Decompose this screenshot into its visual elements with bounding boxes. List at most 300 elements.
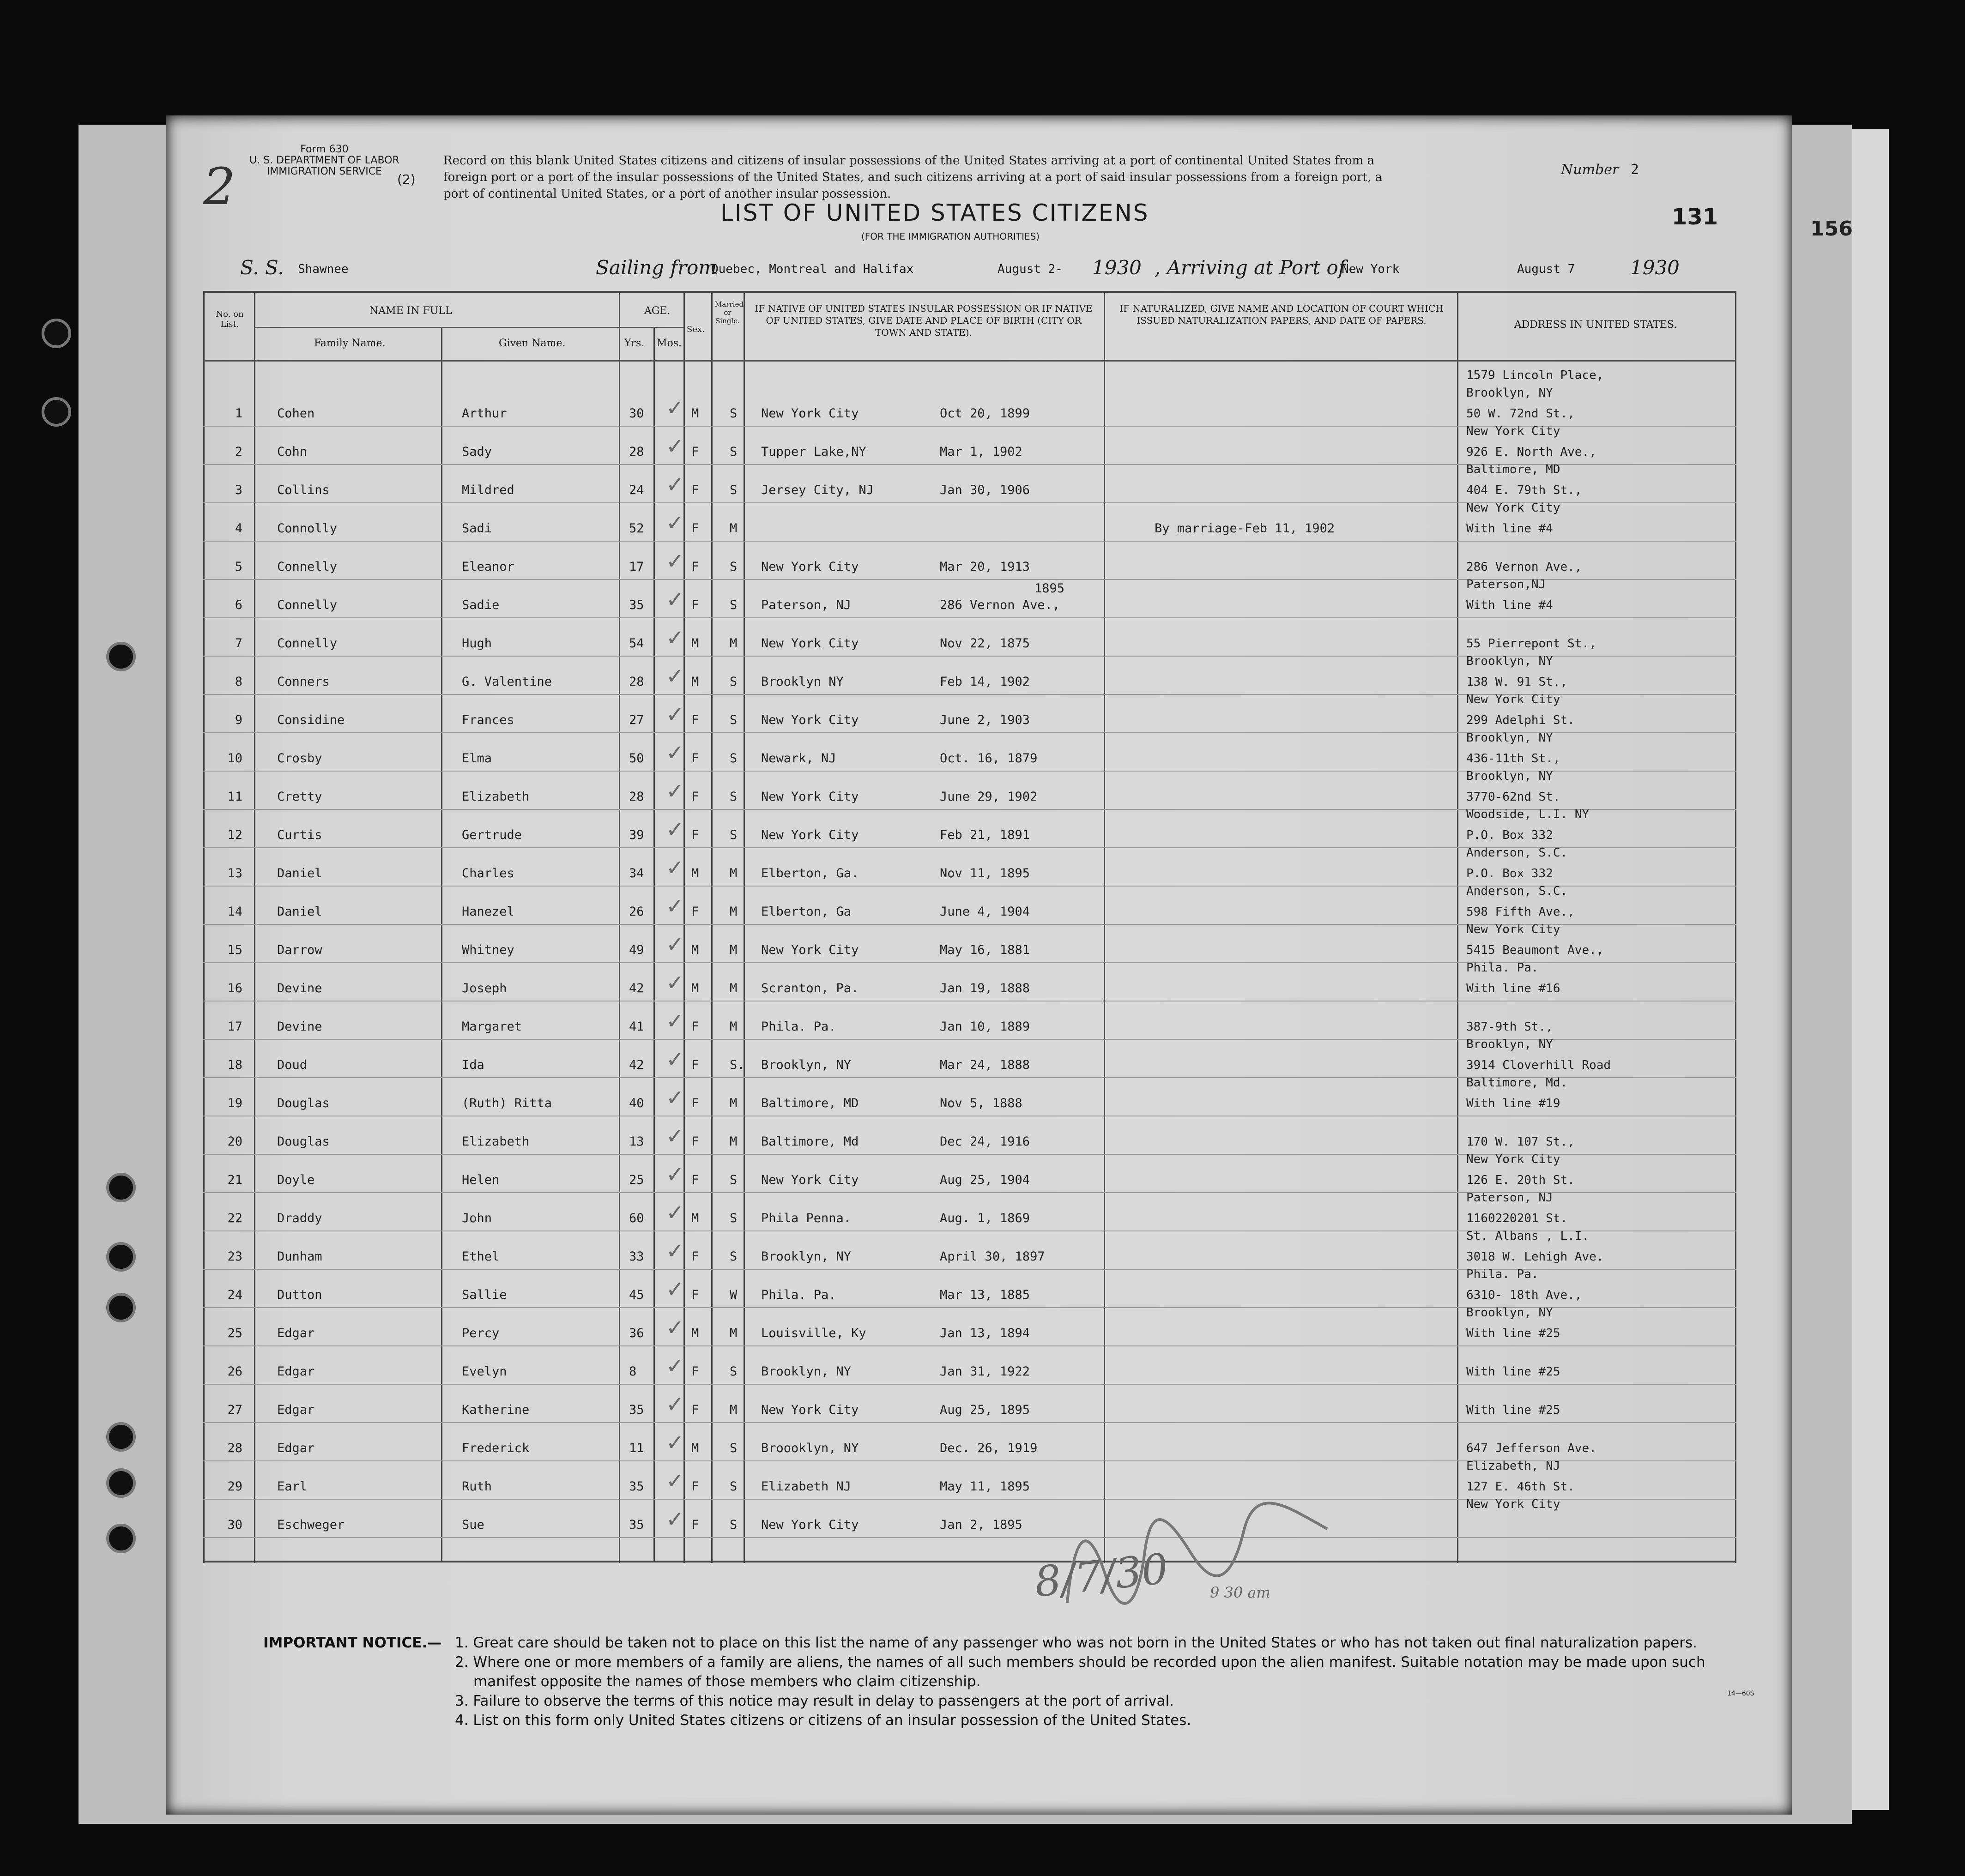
row-family: Dutton xyxy=(277,1288,322,1302)
row-date: Aug. 1, 1869 xyxy=(940,1211,1030,1225)
row-no: 8 xyxy=(235,675,242,689)
check-mark-icon: ✓ xyxy=(667,1427,683,1456)
col-line xyxy=(683,293,685,1563)
row-place: Broooklyn, NY xyxy=(761,1441,859,1455)
row-addr1: With line #25 xyxy=(1466,1365,1560,1379)
check-mark-icon: ✓ xyxy=(667,1044,683,1073)
row-addr2: Brooklyn, NY xyxy=(1466,386,1553,400)
row-place: Newark, NJ xyxy=(761,751,836,766)
notice-label: IMPORTANT NOTICE.— xyxy=(263,1635,442,1651)
row-sex: F xyxy=(691,521,699,536)
row-addr1: 5415 Beaumont Ave., xyxy=(1466,943,1604,957)
row-family: Devine xyxy=(277,981,322,995)
row-no: 6 xyxy=(235,598,242,612)
print-code: 14—60S xyxy=(1727,1690,1754,1697)
binder-hole xyxy=(106,1468,136,1498)
row-given: Sady xyxy=(462,445,492,459)
row-addr1: With line #4 xyxy=(1466,598,1553,612)
check-mark-icon: ✓ xyxy=(667,622,683,651)
row-date: Nov 11, 1895 xyxy=(940,866,1030,881)
row-family: Doyle xyxy=(277,1173,315,1187)
row-sex: F xyxy=(691,1019,699,1034)
col-header-address: ADDRESS IN UNITED STATES. xyxy=(1514,319,1677,331)
check-mark-icon: ✓ xyxy=(667,1082,683,1111)
row-addr1: 299 Adelphi St. xyxy=(1466,713,1575,727)
row-ms: S xyxy=(730,445,738,459)
row-rule xyxy=(203,617,1736,618)
col-line xyxy=(653,328,655,1561)
notice-item-3: 3. Failure to observe the terms of this notice may result in delay to passengers at the port of arrival. xyxy=(455,1693,1174,1709)
row-addr1: With line #19 xyxy=(1466,1097,1560,1110)
col-line xyxy=(744,293,745,1563)
row-sex: F xyxy=(691,598,699,612)
row-ms: S xyxy=(730,713,738,727)
row-addr2: Anderson, S.C. xyxy=(1466,884,1568,898)
row-sex: F xyxy=(691,1134,699,1149)
instructions-line: Record on this blank United States citizens and citizens of insular possessions of the United States arriving at a port of continental United States from a xyxy=(443,154,1375,168)
row-no: 5 xyxy=(235,560,242,574)
row-addr1: 3914 Cloverhill Road xyxy=(1466,1058,1611,1072)
list-subtitle: (FOR THE IMMIGRATION AUTHORITIES) xyxy=(861,231,1040,242)
arrival-port: New York xyxy=(1342,262,1400,276)
row-ms: S xyxy=(730,598,738,612)
row-age: 52 xyxy=(629,521,644,536)
row-place: Baltimore, Md xyxy=(761,1134,859,1149)
row-date: Mar 20, 1913 xyxy=(940,560,1030,574)
row-no: 12 xyxy=(227,828,242,842)
row-ms: S xyxy=(730,1211,738,1225)
row-ms: S xyxy=(730,751,738,766)
col-line xyxy=(1735,293,1736,1563)
col-header-age: AGE. xyxy=(644,305,671,317)
row-date: Aug 25, 1904 xyxy=(940,1173,1030,1187)
row-addr2: Baltimore, MD xyxy=(1466,463,1560,477)
row-place: Elizabeth NJ xyxy=(761,1479,852,1494)
row-no: 11 xyxy=(227,790,242,804)
row-no: 29 xyxy=(227,1479,242,1494)
row-place: New York City xyxy=(761,1173,859,1187)
row-sex: M xyxy=(691,866,699,881)
row-addr1: 126 E. 20th St. xyxy=(1466,1173,1575,1187)
row-addr2: Brooklyn, NY xyxy=(1466,1306,1553,1320)
row-place: New York City xyxy=(761,560,859,574)
row-addr1: 1579 Lincoln Place, xyxy=(1466,368,1604,382)
row-family: Curtis xyxy=(277,828,322,842)
row-given: Helen xyxy=(462,1173,500,1187)
row-date: Jan 2, 1895 xyxy=(940,1518,1022,1532)
row-ms: M xyxy=(730,1096,738,1110)
check-mark-icon: ✓ xyxy=(667,507,683,537)
arriving-label: , Arriving at Port of xyxy=(1155,256,1346,279)
row-addr1: 598 Fifth Ave., xyxy=(1466,905,1575,919)
row-given: Mildred xyxy=(462,483,514,497)
row-date: Jan 19, 1888 xyxy=(940,981,1030,995)
row-given: Margaret xyxy=(462,1019,522,1034)
row-nat: By marriage-Feb 11, 1902 xyxy=(1155,521,1335,536)
row-addr1: 3018 W. Lehigh Ave. xyxy=(1466,1250,1604,1264)
row-sex: F xyxy=(691,560,699,574)
row-date: June 2, 1903 xyxy=(940,713,1030,727)
row-family: Daniel xyxy=(277,866,322,881)
check-mark-icon: ✓ xyxy=(667,699,683,728)
row-place: New York City xyxy=(761,636,859,651)
row-date: Feb 21, 1891 xyxy=(940,828,1030,842)
col-header-yrs: Yrs. xyxy=(624,338,645,349)
row-sex: F xyxy=(691,483,699,497)
row-date: Nov 22, 1875 xyxy=(940,636,1030,651)
row-no: 13 xyxy=(227,866,242,881)
row-addr1: 55 Pierrepont St., xyxy=(1466,637,1596,651)
row-given: Evelyn xyxy=(462,1364,507,1379)
row-ms: S xyxy=(730,483,738,497)
check-mark-icon: ✓ xyxy=(667,1466,683,1495)
row-sex: M xyxy=(691,981,699,995)
row-age: 17 xyxy=(629,560,644,574)
row-ms: M xyxy=(730,1019,738,1034)
row-sex: F xyxy=(691,1058,699,1072)
row-ms: S xyxy=(730,1249,738,1264)
row-no: 24 xyxy=(227,1288,242,1302)
row-family: Collins xyxy=(277,483,330,497)
row-ms: S xyxy=(730,790,738,804)
row-given: Ida xyxy=(462,1058,484,1072)
row-ms: S xyxy=(730,560,738,574)
row-sex: F xyxy=(691,751,699,766)
check-mark-icon: ✓ xyxy=(667,546,683,575)
sailing-from-label: Sailing from xyxy=(596,256,717,279)
row-place: Elberton, Ga xyxy=(761,905,852,919)
row-place: New York City xyxy=(761,713,859,727)
check-mark-icon: ✓ xyxy=(667,1504,683,1533)
row-given: Frances xyxy=(462,713,514,727)
row-place: Baltimore, MD xyxy=(761,1096,859,1110)
number-value: 2 xyxy=(1630,162,1639,178)
row-sex: F xyxy=(691,1096,699,1110)
row-date-above: 1895 xyxy=(1034,581,1065,596)
check-mark-icon: ✓ xyxy=(667,1159,683,1188)
row-addr1: With line #25 xyxy=(1466,1327,1560,1340)
row-given: John xyxy=(462,1211,492,1225)
row-addr2: Brooklyn, NY xyxy=(1466,654,1553,668)
col-header-no: No. on List. xyxy=(216,309,244,329)
row-no: 1 xyxy=(235,406,242,421)
table-bottom-border xyxy=(203,1561,1736,1562)
row-addr2: New York City xyxy=(1466,1152,1560,1166)
row-place: New York City xyxy=(761,406,859,421)
col-header-native: IF NATIVE OF UNITED STATES INSULAR POSSESSION OR IF NATIVE OF UNITED STATES, GIVE DATE AND PLACE OF BIRTH (CITY OR TOWN AND STATE). xyxy=(755,303,1093,338)
instructions-line: foreign port or a port of the insular possessions of the United States, and such citizens arriving at a port of said insular possessions from a foreign port, a xyxy=(443,170,1382,184)
row-date: Aug 25, 1895 xyxy=(940,1403,1030,1417)
row-age: 25 xyxy=(629,1173,644,1187)
row-given: Elma xyxy=(462,751,492,766)
row-family: Cohen xyxy=(277,406,315,421)
row-age: 24 xyxy=(629,483,644,497)
binder-hole xyxy=(106,1173,136,1202)
number-field xyxy=(1561,162,1639,178)
ship-name: Shawnee xyxy=(298,262,349,276)
check-mark-icon: ✓ xyxy=(667,1006,683,1035)
check-mark-icon: ✓ xyxy=(667,584,683,613)
row-date: Jan 30, 1906 xyxy=(940,483,1030,497)
row-addr2: Anderson, S.C. xyxy=(1466,846,1568,860)
row-addr2: New York City xyxy=(1466,923,1560,936)
handwritten-number: 2 xyxy=(203,157,236,216)
row-addr2: Brooklyn, NY xyxy=(1466,769,1553,783)
row-sex: F xyxy=(691,1288,699,1302)
row-place: Scranton, Pa. xyxy=(761,981,859,995)
row-date: Nov 5, 1888 xyxy=(940,1096,1022,1110)
col-line xyxy=(1104,293,1105,1563)
row-age: 13 xyxy=(629,1134,644,1149)
row-age: 11 xyxy=(629,1441,644,1455)
row-place: New York City xyxy=(761,1518,859,1532)
row-sex: M xyxy=(691,675,699,689)
side-page-number: 156 xyxy=(1810,217,1853,241)
row-given: Arthur xyxy=(462,406,507,421)
row-sex: F xyxy=(691,1364,699,1379)
row-date: Dec 24, 1916 xyxy=(940,1134,1030,1149)
list-title: LIST OF UNITED STATES CITIZENS xyxy=(720,199,1149,226)
row-age: 42 xyxy=(629,1058,644,1072)
row-ms: S xyxy=(730,1518,738,1532)
row-no: 18 xyxy=(227,1058,242,1072)
check-mark-icon: ✓ xyxy=(667,392,683,422)
row-family: Connelly xyxy=(277,636,338,651)
row-place: Paterson, NJ xyxy=(761,598,852,612)
row-addr2: Baltimore, Md. xyxy=(1466,1076,1568,1090)
row-no: 17 xyxy=(227,1019,242,1034)
col-header-given: Given Name. xyxy=(499,338,566,349)
row-age: 8 xyxy=(629,1364,637,1379)
row-addr1: 50 W. 72nd St., xyxy=(1466,407,1575,421)
binder-hole xyxy=(42,319,71,348)
row-age: 28 xyxy=(629,790,644,804)
col-header-sex: Sex. xyxy=(687,325,705,334)
form-paren-number: (2) xyxy=(397,172,416,187)
row-family: Edgar xyxy=(277,1403,315,1417)
row-family: Douglas xyxy=(277,1096,330,1110)
row-sex: F xyxy=(691,828,699,842)
departure-port: Quebec, Montreal and Halifax xyxy=(711,262,914,276)
row-place: New York City xyxy=(761,943,859,957)
row-sex: F xyxy=(691,1173,699,1187)
col-line xyxy=(441,328,442,1561)
row-sex: F xyxy=(691,1479,699,1494)
row-family: Edgar xyxy=(277,1326,315,1340)
binder-hole xyxy=(106,1293,136,1322)
row-given: Katherine xyxy=(462,1403,530,1417)
dept-label: U. S. DEPARTMENT OF LABOR xyxy=(249,155,399,166)
row-family: Daniel xyxy=(277,905,322,919)
row-date: May 11, 1895 xyxy=(940,1479,1030,1494)
time-note: 9 30 am xyxy=(1210,1584,1270,1601)
row-age: 28 xyxy=(629,675,644,689)
row-no: 21 xyxy=(227,1173,242,1187)
row-ms: S xyxy=(730,406,738,421)
row-age: 60 xyxy=(629,1211,644,1225)
row-addr2: Brooklyn, NY xyxy=(1466,1038,1553,1051)
row-place: Brooklyn NY xyxy=(761,675,844,689)
form-number: Form 630 xyxy=(300,144,349,155)
row-sex: M xyxy=(691,1441,699,1455)
row-rule xyxy=(203,1537,1736,1538)
row-place: New York City xyxy=(761,790,859,804)
row-addr1: With line #4 xyxy=(1466,522,1553,536)
row-age: 49 xyxy=(629,943,644,957)
row-addr2: New York City xyxy=(1466,1497,1560,1511)
row-addr2: Paterson,NJ xyxy=(1466,578,1546,591)
col-header-married: Married or Single. xyxy=(715,300,744,325)
row-no: 10 xyxy=(227,751,242,766)
row-place: Brooklyn, NY xyxy=(761,1364,852,1379)
row-addr2: Paterson, NJ xyxy=(1466,1191,1553,1205)
row-addr1: 3770-62nd St. xyxy=(1466,790,1560,804)
row-family: Doud xyxy=(277,1058,308,1072)
row-ms: S xyxy=(730,1441,738,1455)
row-no: 15 xyxy=(227,943,242,957)
row-rule xyxy=(203,1345,1736,1346)
row-ms: S xyxy=(730,675,738,689)
row-no: 20 xyxy=(227,1134,242,1149)
check-mark-icon: ✓ xyxy=(667,852,683,881)
arrival-date: August 7 xyxy=(1517,262,1575,276)
check-mark-icon: ✓ xyxy=(667,1351,683,1380)
row-given: Sue xyxy=(462,1518,484,1532)
col-line xyxy=(711,293,713,1563)
check-mark-icon: ✓ xyxy=(667,661,683,690)
check-mark-icon: ✓ xyxy=(667,1312,683,1341)
instructions xyxy=(443,152,1382,202)
row-no: 27 xyxy=(227,1403,242,1417)
row-rule xyxy=(203,1422,1736,1423)
row-given: Frederick xyxy=(462,1441,530,1455)
row-age: 39 xyxy=(629,828,644,842)
row-ms: M xyxy=(730,1134,738,1149)
row-date: Oct. 16, 1879 xyxy=(940,751,1038,766)
col-line xyxy=(1457,293,1458,1563)
row-family: Cretty xyxy=(277,790,322,804)
binder-hole xyxy=(106,1422,136,1452)
row-date: Mar 24, 1888 xyxy=(940,1058,1030,1072)
row-place: Phila. Pa. xyxy=(761,1288,836,1302)
notice-item-2-cont: manifest opposite the names of those members who claim citizenship. xyxy=(473,1673,981,1690)
row-no: 22 xyxy=(227,1211,242,1225)
row-place: Phila. Pa. xyxy=(761,1019,836,1034)
row-age: 35 xyxy=(629,598,644,612)
row-addr1: 647 Jefferson Ave. xyxy=(1466,1442,1596,1455)
row-given: Sallie xyxy=(462,1288,507,1302)
row-given: Gertrude xyxy=(462,828,522,842)
row-ms: S xyxy=(730,828,738,842)
row-given: Percy xyxy=(462,1326,500,1340)
row-age: 35 xyxy=(629,1403,644,1417)
row-no: 9 xyxy=(235,713,242,727)
row-sex: M xyxy=(691,1326,699,1340)
row-date: Dec. 26, 1919 xyxy=(940,1441,1038,1455)
row-place: Jersey City, NJ xyxy=(761,483,874,497)
row-place: Brooklyn, NY xyxy=(761,1249,852,1264)
row-no: 30 xyxy=(227,1518,242,1532)
row-age: 35 xyxy=(629,1479,644,1494)
col-line xyxy=(203,293,205,1563)
row-addr1: 387-9th St., xyxy=(1466,1020,1553,1034)
row-age: 54 xyxy=(629,636,644,651)
row-given: G. Valentine xyxy=(462,675,552,689)
binder-hole xyxy=(106,1524,136,1553)
number-label: Number xyxy=(1561,162,1619,178)
row-no: 7 xyxy=(235,636,242,651)
date-stamp: 8/7/30 xyxy=(1032,1544,1171,1607)
row-age: 50 xyxy=(629,751,644,766)
row-no: 3 xyxy=(235,483,242,497)
row-place: New York City xyxy=(761,1403,859,1417)
row-family: Edgar xyxy=(277,1364,315,1379)
check-mark-icon: ✓ xyxy=(667,814,683,843)
row-ms: M xyxy=(730,981,738,995)
instructions-line: port of continental United States, or a port of another insular possession. xyxy=(443,187,891,201)
row-date: Oct 20, 1899 xyxy=(940,406,1030,421)
row-ms: M xyxy=(730,866,738,881)
row-date: May 16, 1881 xyxy=(940,943,1030,957)
row-addr1: 138 W. 91 St., xyxy=(1466,675,1568,689)
row-place: New York City xyxy=(761,828,859,842)
row-ms: M xyxy=(730,905,738,919)
row-addr2: New York City xyxy=(1466,424,1560,438)
notice-item-2: 2. Where one or more members of a family are aliens, the names of all such members should be recorded upon the alien manifest. Suitable notation may be made upon such xyxy=(455,1654,1705,1671)
row-addr1: P.O. Box 332 xyxy=(1466,828,1553,842)
row-date: Mar 1, 1902 xyxy=(940,445,1022,459)
row-addr1: 6310- 18th Ave., xyxy=(1466,1288,1582,1302)
check-mark-icon: ✓ xyxy=(667,929,683,958)
row-age: 41 xyxy=(629,1019,644,1034)
row-family: Draddy xyxy=(277,1211,322,1225)
subheader-line xyxy=(254,327,683,328)
row-sex: F xyxy=(691,1518,699,1532)
row-addr1: 404 E. 79th St., xyxy=(1466,483,1582,497)
binder-hole xyxy=(106,1242,136,1272)
table-top-border xyxy=(203,291,1736,293)
row-ms: M xyxy=(730,1326,738,1340)
row-family: Earl xyxy=(277,1479,308,1494)
row-place: Elberton, Ga. xyxy=(761,866,859,881)
check-mark-icon: ✓ xyxy=(667,776,683,805)
row-date: Jan 13, 1894 xyxy=(940,1326,1030,1340)
row-sex: M xyxy=(691,406,699,421)
row-rule xyxy=(203,541,1736,542)
row-no: 25 xyxy=(227,1326,242,1340)
row-given: Hanezel xyxy=(462,905,514,919)
row-age: 27 xyxy=(629,713,644,727)
ss-label: S. S. xyxy=(240,256,284,279)
row-sex: F xyxy=(691,713,699,727)
row-age: 35 xyxy=(629,1518,644,1532)
row-place: Phila Penna. xyxy=(761,1211,852,1225)
row-place: Tupper Lake,NY xyxy=(761,445,866,459)
departure-date: August 2- xyxy=(998,262,1063,276)
check-mark-icon: ✓ xyxy=(667,967,683,996)
row-addr2: Phila. Pa. xyxy=(1466,1267,1539,1281)
arrival-year: 1930 xyxy=(1630,256,1680,279)
row-no: 23 xyxy=(227,1249,242,1264)
col-line xyxy=(619,293,620,1563)
binder-hole xyxy=(42,397,71,427)
row-no: 19 xyxy=(227,1096,242,1110)
check-mark-icon: ✓ xyxy=(667,737,683,766)
row-given: Hugh xyxy=(462,636,492,651)
row-age: 34 xyxy=(629,866,644,881)
row-ms: W xyxy=(730,1288,738,1302)
row-sex: F xyxy=(691,905,699,919)
